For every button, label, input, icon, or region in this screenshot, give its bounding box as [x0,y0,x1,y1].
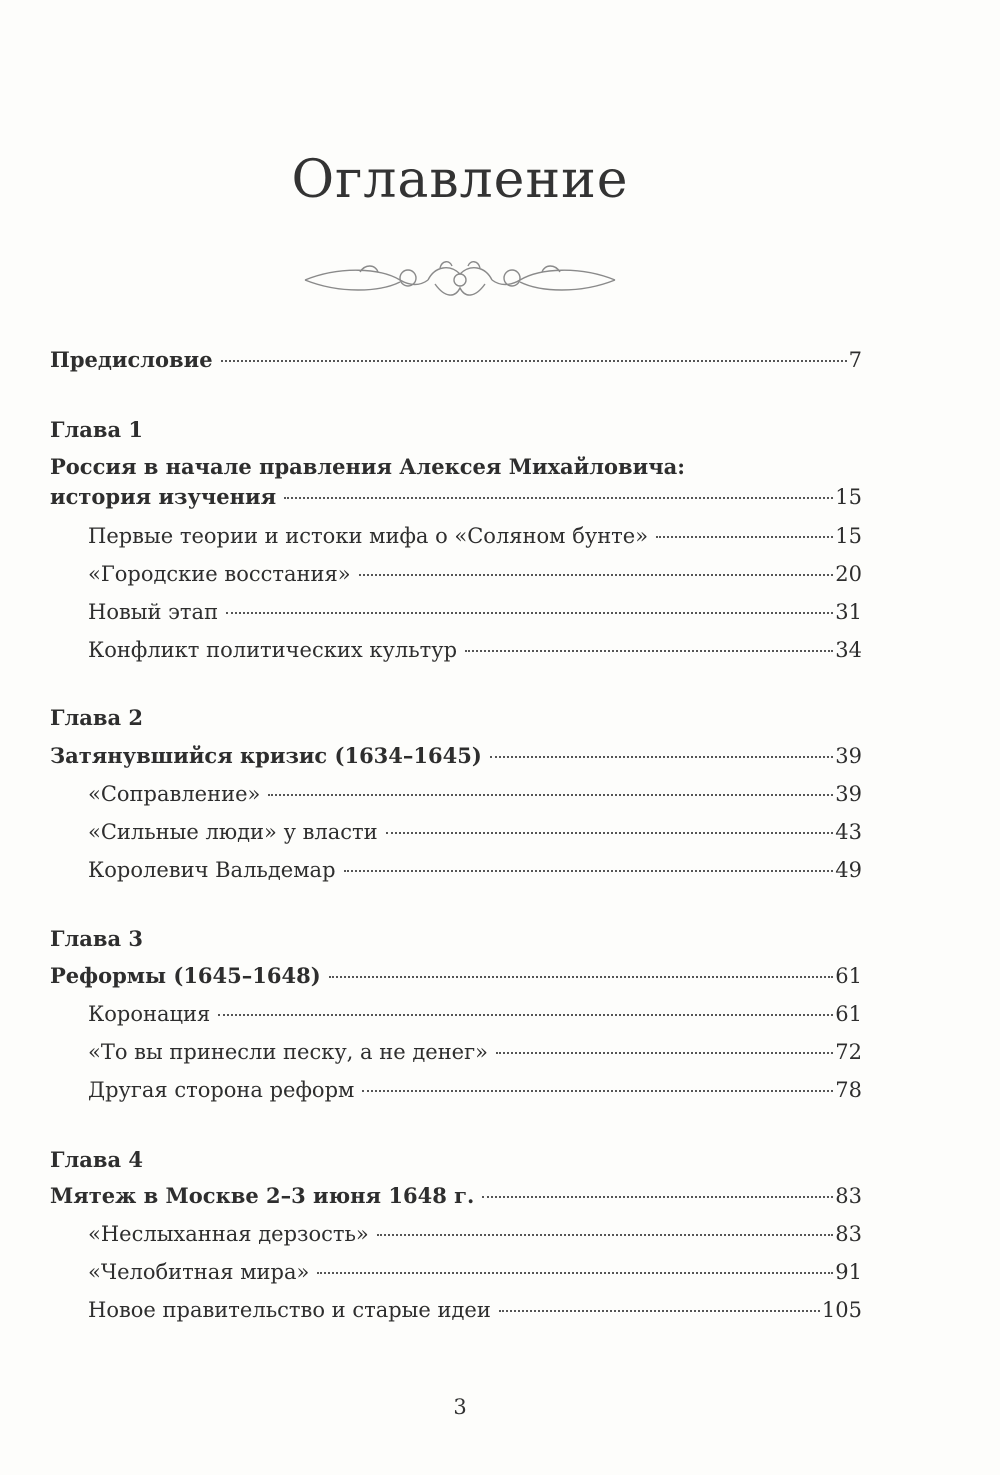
toc-entry-label: Новый этап [88,600,219,624]
toc-entry-label: история изучения [50,484,277,509]
toc-page-number: 61 [835,964,862,988]
toc-page-number: 91 [835,1260,862,1284]
toc-entry-label: «Сильные люди» у власти [88,820,378,844]
toc-page-number: 34 [835,638,862,662]
toc-entry-label: «Неслыханная дерзость» [88,1222,369,1246]
chapter-title-line[interactable]: Россия в начале правления Алексея Михайловича: [50,454,685,479]
toc-entry-label: Первые теории и истоки мифа о «Соляном бунте» [88,524,649,548]
toc-entry-section[interactable] [88,560,862,588]
toc-entry-label: Коронация [88,1002,211,1026]
chapter-label: Глава 1 [50,417,144,442]
toc-page-number: 7 [848,348,862,372]
dot-leader [344,870,834,872]
dot-leader [490,756,833,758]
dot-leader [496,1052,833,1054]
toc-entry-section[interactable] [88,1038,862,1066]
toc-entry-label: Королевич Вальдемар [88,858,336,882]
toc-entry-section[interactable] [88,1258,862,1286]
toc-page-number: 49 [835,858,862,882]
dot-leader [359,574,834,576]
toc-entry-label: Конфликт политических культур [88,638,458,662]
toc-entry-preface[interactable] [50,346,862,374]
toc-page-number: 43 [835,820,862,844]
toc-entry-label: «То вы принесли песку, а не денег» [88,1040,488,1064]
chapter-label: Глава 4 [50,1147,144,1172]
toc-page-number: 20 [835,562,862,586]
dot-leader [284,497,833,499]
toc-entry-section[interactable] [88,780,862,808]
toc-entry-section[interactable] [88,522,862,550]
toc-entry-section[interactable] [88,1000,862,1028]
toc-page-number: 83 [835,1222,862,1246]
chapter-label: Глава 3 [50,926,144,951]
toc-entry-label: Затянувшийся кризис (1634–1645) [50,743,482,768]
toc-entry-label: Мятеж в Москве 2–3 июня 1648 г. [50,1183,475,1208]
dot-leader [656,536,833,538]
toc-page-number: 78 [835,1078,862,1102]
toc-page-number: 39 [835,782,862,806]
chapter-label: Глава 2 [50,705,144,730]
toc-page-number: 105 [821,1298,862,1322]
toc-entry-label: Предисловие [50,347,213,372]
dot-leader [329,976,834,978]
dot-leader [386,832,834,834]
toc-page-number: 61 [835,1002,862,1026]
toc-page-number: 72 [835,1040,862,1064]
toc-entry-label: Реформы (1645–1648) [50,963,321,988]
toc-entry-section[interactable] [88,856,862,884]
toc-entry-label: «Городские восстания» [88,562,351,586]
toc-entry-section[interactable] [88,1296,862,1324]
toc-entry-chapter[interactable] [50,962,862,990]
toc-entry-section[interactable] [88,1076,862,1104]
dot-leader [317,1272,833,1274]
page-title: Оглавление [291,150,629,210]
toc-entry-section[interactable] [88,818,862,846]
dot-leader [221,360,847,362]
dot-leader [218,1014,833,1016]
dot-leader [465,650,833,652]
toc-page-number: 15 [835,485,862,509]
toc-entry-chapter[interactable] [50,742,862,770]
toc-page-number: 39 [835,744,862,768]
toc-entry-label: «Челобитная мира» [88,1260,310,1284]
dot-leader [268,794,833,796]
toc-entry-chapter[interactable] [50,1182,862,1210]
toc-page-number: 15 [835,524,862,548]
toc-entry-label: Другая сторона реформ [88,1078,355,1102]
dot-leader [362,1090,833,1092]
toc-entry-section[interactable] [88,636,862,664]
dot-leader [499,1310,820,1312]
toc-page-number: 83 [835,1184,862,1208]
dot-leader [226,612,833,614]
decorative-scroll-ornament-icon [300,258,620,308]
page-number: 3 [453,1395,467,1419]
dot-leader [377,1234,834,1236]
toc-entry-label: «Соправление» [88,782,261,806]
toc-entry-chapter[interactable] [50,483,862,511]
toc-entry-section[interactable] [88,598,862,626]
toc-entry-label: Новое правительство и старые идеи [88,1298,491,1322]
toc-page-number: 31 [835,600,862,624]
dot-leader [482,1196,833,1198]
toc-entry-section[interactable] [88,1220,862,1248]
